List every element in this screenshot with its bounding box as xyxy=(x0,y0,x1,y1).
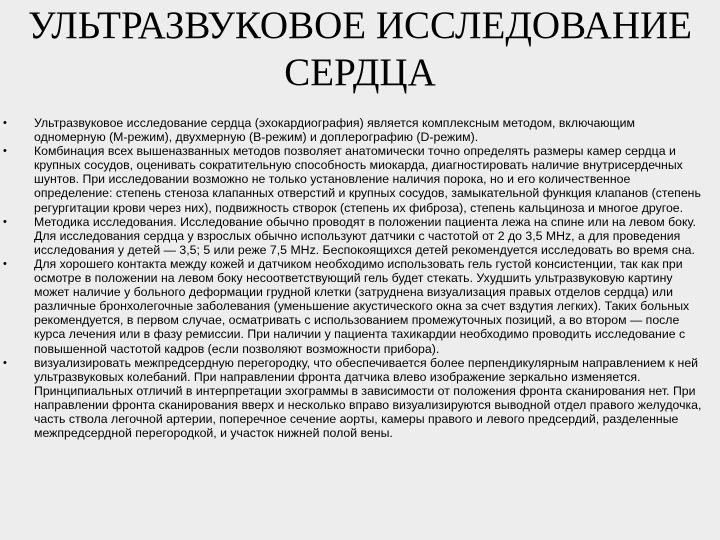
bullet-text: Методика исследования. Исследование обычно проводят в положении пациента лежа на спине или на левом боку. Для исследования сердца у взрослых обычно используют датчики с частотой от 2 до 3,5 MHz, а для проведения исследования у детей — 3,5; 5 или реже 7,5 MHz. Беспокоящихся детей рекомендуется исследовать во время сна. xyxy=(34,214,696,257)
bullet-text: Комбинация всех вышеназванных методов позволяет анатомически точно определять размеры камер сердца и крупных сосудов, оценивать сократительную способность миокарда, диагностировать наличие внутрисердечных шунтов. При исследовании возможно не только установление наличия порока, но и его количественное определение: степень стеноза клапанных отверстий и крупных сосудов, замыкательной функция клапанов (степень регургитации крови через них), подвижность створок (степень их фиброза), степень кальциноза и многое другое. xyxy=(34,144,701,215)
bullet-dot-icon: • xyxy=(3,257,7,270)
slide-title: УЛЬТРАЗВУКОВОЕ ИССЛЕДОВАНИЕ СЕРДЦА xyxy=(28,4,692,94)
bullet-item xyxy=(3,116,710,145)
bullet-dot-icon: • xyxy=(3,145,7,158)
bullet-dot-icon: • xyxy=(3,215,7,228)
bullet-dot-icon: • xyxy=(3,117,7,129)
bullet-item xyxy=(3,214,710,257)
bullet-item xyxy=(3,256,710,356)
bullet-text: Для хорошего контакта между кожей и датчиком необходимо использовать гель густой консистенции, так как при осмотре в положении на левом боку несоответствующий гель будет стекать. Ухудшить ультразвуковую картину может наличие у больного деформации грудной клетки (затруднена визуализация правых отделов сердца) или различные бронхолегочные заболевания (уменьшение акустического окна за счет вздутия легких). Таких больных рекомендуется, в первом случае, осматривать с использованием промежуточных позиций, а во втором — после курса лечения или в фазу ремиссии. При наличии у пациента тахикардии необходимо проводить исследование с повышенной частотой кадров (если позволяют возможности прибора). xyxy=(34,256,690,356)
bullet-text: визуализировать межпредсердную перегородку, что обеспечивается более перпендикулярным направлением к ней ультразвуковых колебаний. При направлении фронта датчика влево изображение зеркально изменяется. Принципиальных отличий в интерпретации эхограммы в зависимости от положения фронта сканирования нет. При направлении фронта сканирования вверх и несколько вправо визуализируются выводной отдел правого желудочка, часть ствола легочной артерии, поперечное сечение аорты, камеры правого и левого предсердий, разделенные межпредсердной перегородкой, и участок нижней полой вены. xyxy=(34,355,702,441)
bullet-dot-icon: • xyxy=(3,356,7,369)
bullet-list xyxy=(3,116,710,441)
bullet-text: Ультразвуковое исследование сердца (эхокардиография) является комплексным методом, включающим одномерную (М-режим), двухмерную (В-режим) и доплерографию (D-режим). xyxy=(34,116,635,145)
bullet-item xyxy=(3,144,710,215)
bullet-item xyxy=(3,355,710,441)
